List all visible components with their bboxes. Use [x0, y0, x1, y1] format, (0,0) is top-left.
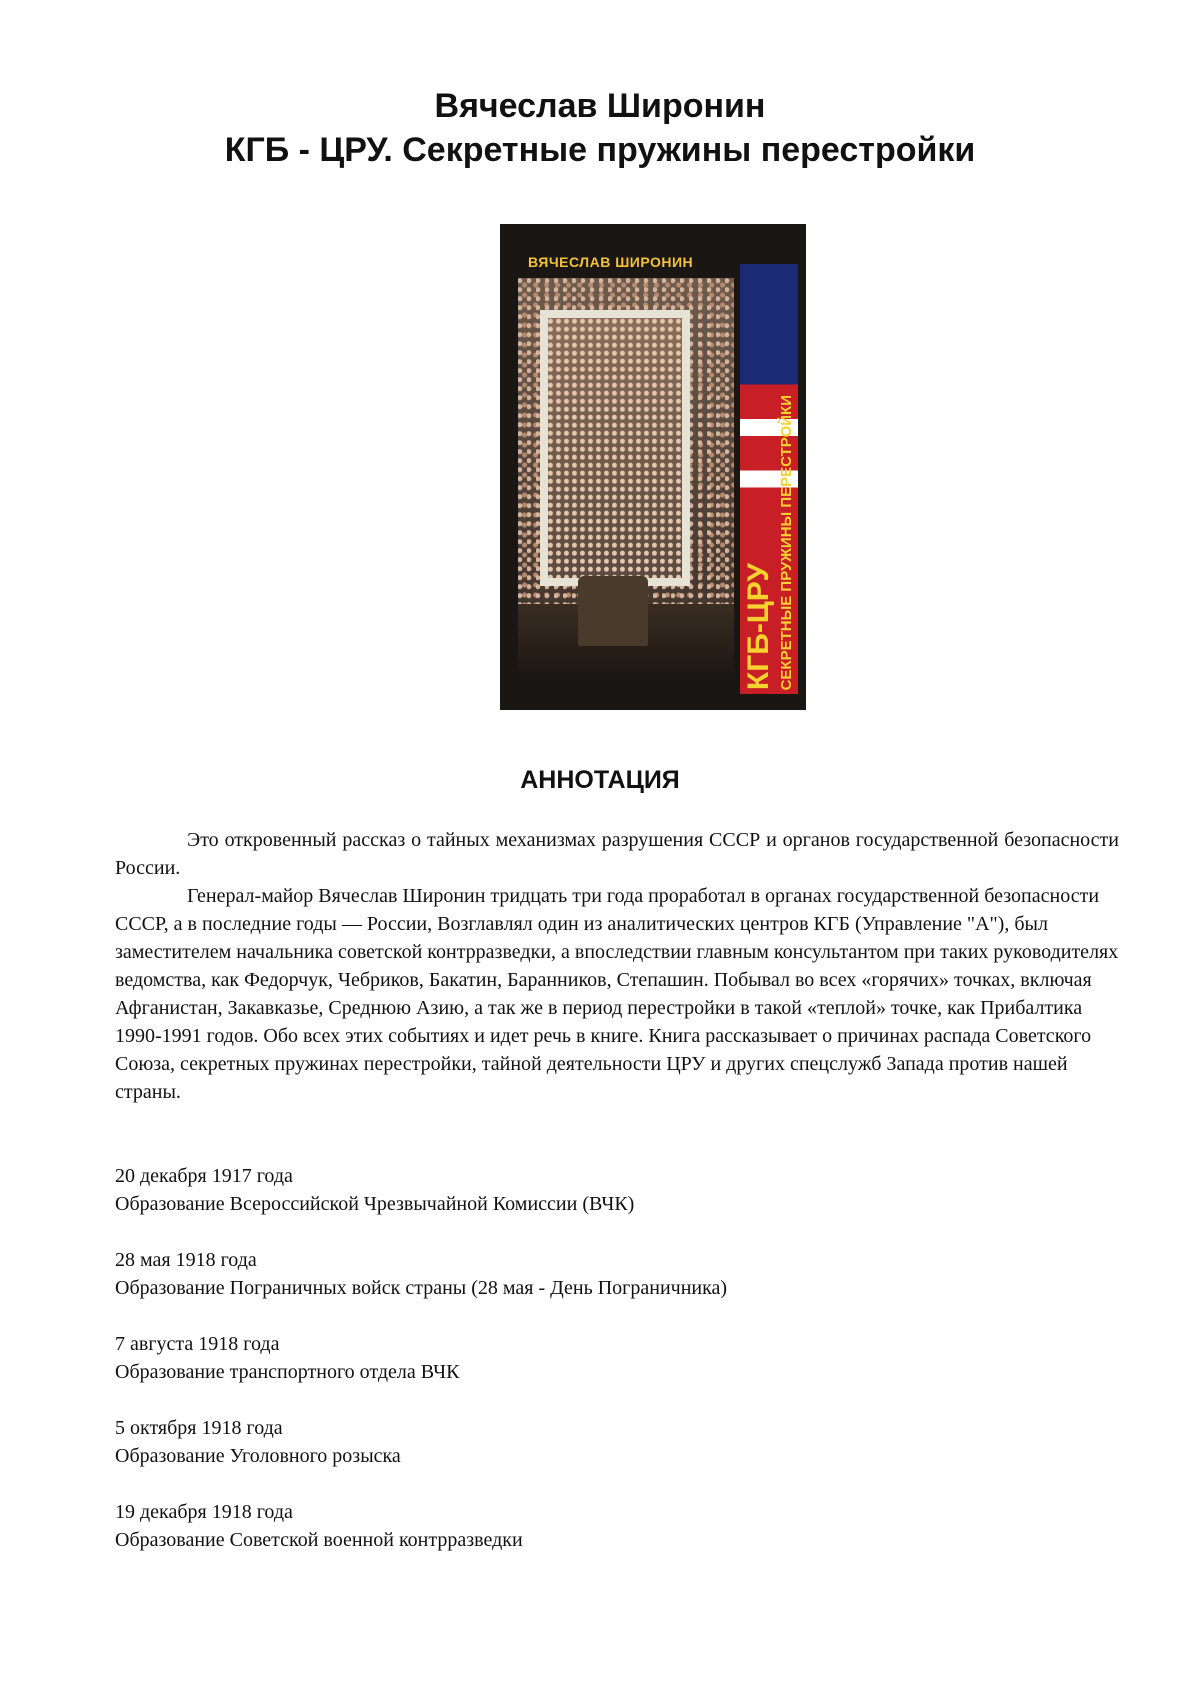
cover-chair [578, 576, 648, 646]
timeline-text: Образование Пограничных войск страны (28 мая - День Пограничника) [115, 1277, 728, 1299]
author-name: Вячеслав Широнин [434, 87, 766, 125]
cover-title-band [740, 264, 798, 694]
timeline-entry [115, 1414, 1119, 1470]
timeline-entry [115, 1498, 1119, 1554]
timeline-entry [115, 1330, 1119, 1386]
timeline-date: 19 декабря 1918 года [115, 1501, 293, 1523]
timeline-list [115, 1162, 1119, 1582]
annotation-body [115, 826, 1119, 1106]
book-title: КГБ - ЦРУ. Секретные пружины перестройки [224, 131, 976, 169]
cover-main-title: КГБ-ЦРУ [742, 562, 775, 690]
timeline-date: 5 октября 1918 года [115, 1417, 283, 1439]
annotation-heading: АННОТАЦИЯ [520, 766, 680, 794]
cover-window [540, 310, 690, 586]
timeline-entry [115, 1246, 1119, 1302]
timeline-date: 20 декабря 1917 года [115, 1165, 293, 1187]
annotation-paragraph: Это откровенный рассказ о тайных механизмах разрушения СССР и органов государственной безопасности России. [115, 829, 1119, 879]
timeline-text: Образование транспортного отдела ВЧК [115, 1361, 460, 1383]
annotation-paragraph: Генерал-майор Вячеслав Широнин тридцать три года проработал в органах государственной безопасности СССР, а в последние годы — России, Возглавлял один из аналитических центров КГБ (Управление "А"), был заместителем начальника советской контрразведки, а впоследствии главным консультантом при таких руководителях ведомства, как Федорчук, Чебриков, Бакатин, Баранников, Степашин. Побывал во всех «горячих» точках, включая Афганистан, Закавказье, Среднюю Азию, а так же в период перестройки в такой «теплой» точке, как Прибалтика 1990-1991 годов. Обо всех этих событиях и идет речь в книге. Книга рассказывает о причинах распада Советского Союза, секретных пружинах перестройки, тайной деятельности ЦРУ и других спецслужб Запада против нашей страны. [115, 885, 1119, 1103]
timeline-entry [115, 1162, 1119, 1218]
timeline-text: Образование Советской военной контрразведки [115, 1529, 523, 1551]
cover-author-label: ВЯЧЕСЛАВ ШИРОНИН [528, 254, 694, 270]
book-cover-image [500, 224, 806, 710]
cover-subtitle: СЕКРЕТНЫЕ ПРУЖИНЫ ПЕРЕСТРОЙКИ [778, 394, 795, 690]
timeline-date: 28 мая 1918 года [115, 1249, 257, 1271]
timeline-text: Образование Всероссийской Чрезвычайной Комиссии (ВЧК) [115, 1193, 635, 1215]
timeline-date: 7 августа 1918 года [115, 1333, 280, 1355]
document-title [0, 84, 1200, 172]
timeline-text: Образование Уголовного розыска [115, 1445, 401, 1467]
